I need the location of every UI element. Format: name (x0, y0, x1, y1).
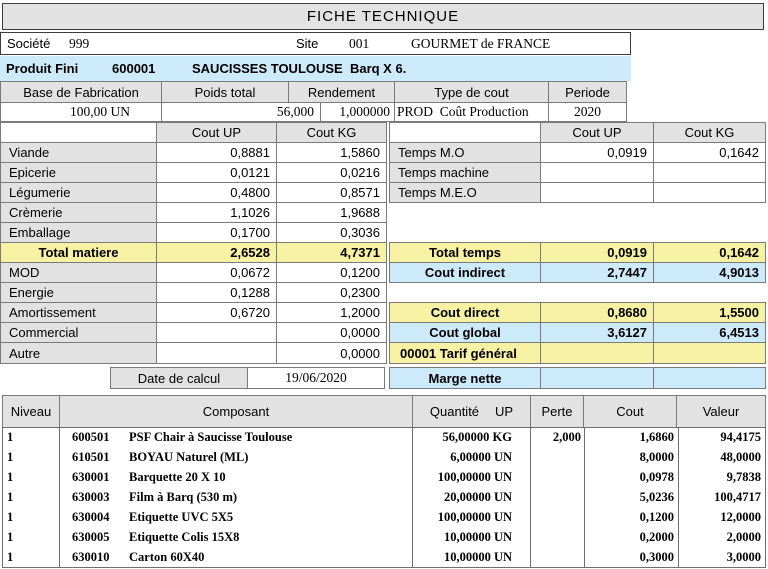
component-quantite: 10,00000 UN (413, 527, 531, 547)
component-perte (531, 468, 585, 488)
cost-kg-value: 4,9013 (653, 262, 766, 283)
cost-row-total-matiere (0, 242, 387, 263)
fab-header-periode: Periode (548, 81, 627, 103)
component-cout: 0,2000 (585, 527, 679, 547)
societe-value: 999 (69, 36, 90, 51)
temps-header-cout-kg: Cout KG (653, 122, 766, 143)
cost-up-value: 0,8680 (540, 302, 654, 323)
component-valeur: 100,4717 (714, 490, 761, 504)
fab-header-rendement: Rendement (288, 81, 395, 103)
cost-up-value: 0,0919 (540, 242, 654, 263)
cost-row-cout-direct (389, 302, 766, 323)
cost-row-label: Total temps (389, 242, 541, 263)
product-code: 600001 (112, 61, 156, 76)
cost-up-value (540, 182, 654, 203)
component-name: Etiquette Colis 15X8 (129, 529, 240, 544)
component-valeur: 3,0000 (726, 549, 761, 564)
component-perte: 2,000 (531, 428, 585, 448)
company-row (0, 32, 631, 55)
cost-row-legumerie (0, 182, 387, 203)
matiere-header-cout-kg: Cout KG (276, 122, 387, 143)
component-row[interactable] (3, 547, 765, 567)
cost-row-label: Emballage (0, 222, 157, 243)
cost-kg-value: 0,1642 (653, 142, 766, 163)
cost-kg-value: 0,2300 (276, 282, 387, 303)
components-header-valeur: Valeur (676, 395, 766, 428)
component-code: 630004 (72, 509, 110, 524)
cost-kg-value: 1,5500 (653, 302, 766, 323)
cost-row-label: Commercial (0, 322, 157, 343)
cost-row-label: Cout direct (389, 302, 541, 323)
component-niveau: 1 (3, 547, 60, 567)
component-perte (531, 527, 585, 547)
matiere-header-cout-up: Cout UP (156, 122, 277, 143)
component-perte (531, 547, 585, 567)
component-name: PSF Chair à Saucisse Toulouse (129, 430, 293, 445)
cost-kg-value (653, 367, 766, 389)
component-code: 630003 (72, 490, 110, 504)
cost-kg-value: 0,0216 (276, 162, 387, 183)
components-header-perte: Perte (530, 395, 584, 428)
product-label: Produit Fini (6, 61, 79, 76)
cost-row-label: Temps machine (389, 162, 541, 183)
component-niveau: 1 (3, 507, 60, 527)
cost-up-value: 0,0919 (540, 142, 654, 163)
cost-up-value: 2,7447 (540, 262, 654, 283)
component-niveau: 1 (3, 428, 60, 448)
component-niveau: 1 (3, 527, 60, 547)
fab-value-periode: 2020 (548, 102, 627, 122)
cost-up-value: 3,6127 (540, 322, 654, 343)
component-code: 600501 (72, 430, 110, 445)
company-name: GOURMET de FRANCE (411, 36, 551, 51)
component-valeur: 94,4175 (720, 430, 761, 445)
cost-row-commercial (0, 322, 387, 343)
cost-row-label: Temps M.E.O (389, 182, 541, 203)
component-name: BOYAU Naturel (ML) (129, 450, 249, 465)
cost-row-viande (0, 142, 387, 163)
fab-header-poids: Poids total (161, 81, 289, 103)
component-niveau: 1 (3, 488, 60, 508)
component-quantite: 56,00000 KG (413, 428, 531, 448)
cost-row-temps-meo (389, 182, 766, 203)
fabrication-header-row (0, 81, 627, 103)
cost-row-mod (0, 262, 387, 283)
cost-kg-value (653, 162, 766, 183)
fab-value-base: 100,00 UN (0, 102, 162, 122)
cost-row-temps-machine (389, 162, 766, 183)
cost-kg-value: 1,5860 (276, 142, 387, 163)
cost-row-cout-global (389, 322, 766, 343)
cost-row-total-temps (389, 242, 766, 263)
component-code: 630010 (72, 549, 110, 564)
component-quantite: 6,00000 UN (413, 448, 531, 468)
cost-row-label: Légumerie (0, 182, 157, 203)
cost-up-value (156, 342, 277, 364)
site-label: Site (296, 36, 319, 51)
components-header-row (2, 395, 766, 428)
cost-up-value: 0,0121 (156, 162, 277, 183)
component-niveau: 1 (3, 448, 60, 468)
cost-row-label: Cout indirect (389, 262, 541, 283)
fab-header-base: Base de Fabrication (0, 81, 162, 103)
matiere-column-header-row (0, 122, 387, 143)
component-cout: 0,3000 (585, 547, 679, 567)
cost-row-label: Cout global (389, 322, 541, 343)
cost-kg-value: 0,0000 (276, 322, 387, 343)
cost-kg-value (653, 342, 766, 364)
cost-row-marge-nette (389, 367, 766, 389)
cost-row-label: MOD (0, 262, 157, 283)
page-title: FICHE TECHNIQUE (306, 8, 460, 25)
cost-up-value: 2,6528 (156, 242, 277, 263)
component-name: Carton 60X40 (129, 549, 205, 564)
cost-row-label: Marge nette (389, 367, 541, 389)
cost-up-value (156, 322, 277, 343)
cost-row-tarif-general (389, 342, 766, 364)
cost-row-epicerie (0, 162, 387, 183)
fabrication-values-row (0, 102, 627, 122)
fab-value-poids: 56,000 (161, 102, 321, 122)
cost-kg-value: 0,8571 (276, 182, 387, 203)
cost-row-cremerie (0, 202, 387, 223)
component-row[interactable] (3, 507, 765, 527)
temps-header-cout-up: Cout UP (540, 122, 654, 143)
components-header-quantite-up (412, 395, 531, 428)
cost-up-value (540, 342, 654, 364)
cost-row-autre (0, 342, 387, 364)
cost-row-label: Autre (0, 342, 157, 364)
components-header-composant: Composant (59, 395, 413, 428)
component-name: Barquette 20 X 10 (129, 470, 226, 485)
cost-row-amortissement (0, 302, 387, 323)
component-quantite: 100,00000 UN (413, 468, 531, 488)
component-perte (531, 488, 585, 508)
cost-kg-value: 6,4513 (653, 322, 766, 343)
components-header-cout: Cout (583, 395, 677, 428)
cost-kg-value: 4,7371 (276, 242, 387, 263)
cost-up-value: 0,1700 (156, 222, 277, 243)
component-valeur: 48,0000 (720, 450, 761, 465)
cost-row-label: Energie (0, 282, 157, 303)
cost-kg-value: 0,1642 (653, 242, 766, 263)
cost-row-label: Temps M.O (389, 142, 541, 163)
component-row[interactable] (3, 468, 765, 488)
product-name: SAUCISSES TOULOUSE Barq X 6. (192, 61, 407, 76)
cost-up-value: 0,4800 (156, 182, 277, 203)
component-cout: 1,6860 (585, 428, 679, 448)
report-title-bar (2, 3, 764, 30)
component-row[interactable] (3, 448, 765, 468)
cost-row-label: 00001 Tarif général (389, 342, 541, 364)
component-composant (60, 488, 413, 508)
component-composant (60, 448, 413, 468)
component-composant (60, 507, 413, 527)
cost-row-label: Crèmerie (0, 202, 157, 223)
components-table (2, 427, 766, 568)
cost-up-value: 0,0672 (156, 262, 277, 283)
cost-up-value: 0,6720 (156, 302, 277, 323)
component-cout: 8,0000 (585, 448, 679, 468)
date-calc-value: 19/06/2020 (247, 367, 385, 389)
component-cout: 5,0236 (585, 488, 679, 508)
component-row[interactable] (3, 488, 765, 508)
component-valeur: 12,0000 (720, 509, 761, 524)
component-code: 630001 (72, 470, 110, 485)
product-row (0, 56, 631, 81)
cost-row-energie (0, 282, 387, 303)
cost-row-label: Total matiere (0, 242, 157, 263)
cost-kg-value: 1,2000 (276, 302, 387, 323)
component-code: 610501 (72, 450, 110, 465)
component-code: 630005 (72, 529, 110, 544)
components-header-quantite: Quantité (429, 404, 480, 419)
cost-kg-value: 0,3036 (276, 222, 387, 243)
component-composant (60, 428, 413, 448)
fab-value-type-cout: PROD Coût Production (394, 102, 549, 122)
component-quantite: 20,00000 UN (413, 488, 531, 508)
cost-up-value: 1,1026 (156, 202, 277, 223)
component-composant (60, 527, 413, 547)
component-quantite: 100,00000 UN (413, 507, 531, 527)
site-value: 001 (349, 36, 370, 51)
component-composant (60, 547, 413, 567)
component-cout: 0,0978 (585, 468, 679, 488)
cost-up-value: 0,1288 (156, 282, 277, 303)
component-valeur: 2,0000 (726, 529, 761, 544)
cost-row-emballage (0, 222, 387, 243)
components-header-up: UP (495, 404, 514, 419)
component-row[interactable] (3, 428, 765, 448)
component-row[interactable] (3, 527, 765, 547)
date-calc-label: Date de calcul (110, 367, 248, 389)
temps-header-empty (389, 122, 541, 143)
component-perte (531, 448, 585, 468)
component-perte (531, 507, 585, 527)
fab-value-rendement: 1,000000 (320, 102, 395, 122)
temps-column-header-row (389, 122, 766, 143)
components-header-niveau: Niveau (2, 395, 60, 428)
matiere-header-empty (0, 122, 157, 143)
cost-kg-value (653, 182, 766, 203)
cost-up-value (540, 162, 654, 183)
component-name: Film à Barq (530 m) (129, 490, 238, 504)
cost-row-label: Amortissement (0, 302, 157, 323)
cost-row-cout-indirect (389, 262, 766, 283)
cost-kg-value: 0,1200 (276, 262, 387, 283)
cost-row-label: Epicerie (0, 162, 157, 183)
component-quantite: 10,00000 UN (413, 547, 531, 567)
cost-kg-value: 1,9688 (276, 202, 387, 223)
component-name: Etiquette UVC 5X5 (129, 509, 234, 524)
component-valeur: 9,7838 (726, 470, 761, 485)
cost-row-temps-mo (389, 142, 766, 163)
cost-kg-value: 0,0000 (276, 342, 387, 364)
societe-label: Société (7, 36, 51, 51)
component-cout: 0,1200 (585, 507, 679, 527)
cost-up-value: 0,8881 (156, 142, 277, 163)
cost-up-value (540, 367, 654, 389)
fab-header-type-cout: Type de cout (394, 81, 549, 103)
component-niveau: 1 (3, 468, 60, 488)
component-composant (60, 468, 413, 488)
date-calc-row (110, 367, 385, 389)
cost-row-label: Viande (0, 142, 157, 163)
